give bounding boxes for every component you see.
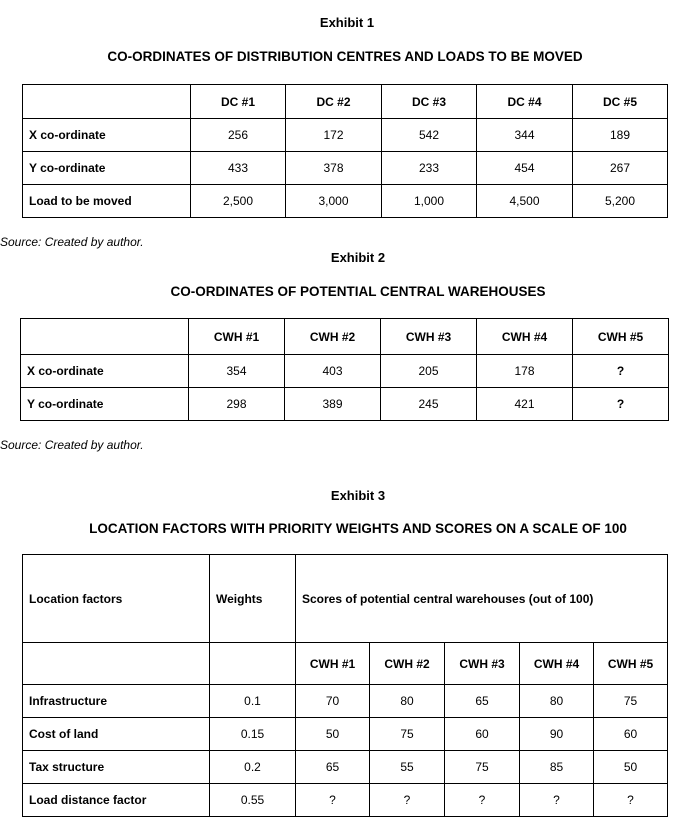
- column-header: CWH #1: [189, 319, 285, 355]
- cwh-coordinates-table: [20, 318, 669, 421]
- column-header: CWH #2: [370, 643, 445, 685]
- table-cell: 50: [594, 751, 668, 784]
- row-label: Load to be moved: [23, 185, 191, 218]
- table-row: [23, 185, 668, 218]
- column-header: CWH #5: [573, 319, 669, 355]
- row-label: X co-ordinate: [21, 355, 189, 388]
- table-cell: 267: [573, 152, 668, 185]
- header-corner-cell: [21, 319, 189, 355]
- table-row: [23, 152, 668, 185]
- weight-cell: 0.55: [210, 784, 296, 817]
- column-header: DC #2: [286, 85, 382, 119]
- table-cell: 256: [191, 119, 286, 152]
- table-cell: 65: [296, 751, 370, 784]
- table-cell: 50: [296, 718, 370, 751]
- empty-cell: [23, 643, 210, 685]
- table-cell: 75: [370, 718, 445, 751]
- table-cell: 542: [382, 119, 477, 152]
- weights-header: Weights: [210, 555, 296, 643]
- table-cell: 454: [477, 152, 573, 185]
- dc-coordinates-table: [22, 84, 668, 218]
- table-cell: 75: [445, 751, 520, 784]
- exhibit2-label: Exhibit 2: [330, 250, 386, 265]
- table-cell: ?: [594, 784, 668, 817]
- table-cell: 90: [520, 718, 594, 751]
- exhibit1-title: CO-ORDINATES OF DISTRIBUTION CENTRES AND LOADS TO BE MOVED: [107, 49, 583, 64]
- table-cell: 354: [189, 355, 285, 388]
- table-cell: 85: [520, 751, 594, 784]
- exhibit1-label: Exhibit 1: [319, 15, 375, 30]
- table-cell: 80: [520, 685, 594, 718]
- weight-cell: 0.15: [210, 718, 296, 751]
- row-label: Y co-ordinate: [21, 388, 189, 421]
- location-factors-table: [22, 554, 668, 817]
- table-cell: 5,200: [573, 185, 668, 218]
- row-label: Cost of land: [23, 718, 210, 751]
- table-cell: 172: [286, 119, 382, 152]
- weight-cell: 0.1: [210, 685, 296, 718]
- table-cell: ?: [296, 784, 370, 817]
- table-cell: 70: [296, 685, 370, 718]
- table-cell: 403: [285, 355, 381, 388]
- table-cell: 60: [445, 718, 520, 751]
- table-cell: 205: [381, 355, 477, 388]
- table-cell: 178: [477, 355, 573, 388]
- column-header: CWH #4: [520, 643, 594, 685]
- empty-cell: [210, 643, 296, 685]
- row-label: Y co-ordinate: [23, 152, 191, 185]
- table-cell: 433: [191, 152, 286, 185]
- column-header: DC #5: [573, 85, 668, 119]
- table-cell: 4,500: [477, 185, 573, 218]
- column-header: CWH #1: [296, 643, 370, 685]
- table-cell: 378: [286, 152, 382, 185]
- table-cell: 3,000: [286, 185, 382, 218]
- table-header-row: [23, 555, 668, 643]
- table-row: [23, 751, 668, 784]
- weight-cell: 0.2: [210, 751, 296, 784]
- table-cell: ?: [573, 388, 669, 421]
- table-cell: 189: [573, 119, 668, 152]
- exhibit2-source: Source: Created by author.: [0, 438, 144, 452]
- table-row: [23, 685, 668, 718]
- column-header: CWH #5: [594, 643, 668, 685]
- table-cell: 55: [370, 751, 445, 784]
- table-cell: 421: [477, 388, 573, 421]
- column-header: DC #1: [191, 85, 286, 119]
- table-subheader-row: [23, 643, 668, 685]
- table-row: [23, 119, 668, 152]
- table-cell: 60: [594, 718, 668, 751]
- table-row: [23, 718, 668, 751]
- table-cell: ?: [370, 784, 445, 817]
- column-header: CWH #3: [381, 319, 477, 355]
- table-header-row: [23, 85, 668, 119]
- table-cell: 344: [477, 119, 573, 152]
- table-cell: 233: [382, 152, 477, 185]
- table-cell: 245: [381, 388, 477, 421]
- scores-header: Scores of potential central warehouses (out of 100): [296, 555, 668, 643]
- row-label: Load distance factor: [23, 784, 210, 817]
- table-cell: 298: [189, 388, 285, 421]
- column-header: DC #3: [382, 85, 477, 119]
- column-header: DC #4: [477, 85, 573, 119]
- exhibit2-title: CO-ORDINATES OF POTENTIAL CENTRAL WAREHOUSES: [170, 284, 546, 299]
- row-label: Tax structure: [23, 751, 210, 784]
- row-label: X co-ordinate: [23, 119, 191, 152]
- location-factors-header: Location factors: [23, 555, 210, 643]
- table-cell: 80: [370, 685, 445, 718]
- header-corner-cell: [23, 85, 191, 119]
- table-cell: ?: [445, 784, 520, 817]
- exhibit1-source: Source: Created by author.: [0, 235, 144, 249]
- table-header-row: [21, 319, 669, 355]
- exhibit3-label: Exhibit 3: [330, 488, 386, 503]
- table-row: [21, 388, 669, 421]
- row-label: Infrastructure: [23, 685, 210, 718]
- table-cell: 65: [445, 685, 520, 718]
- table-row: [23, 784, 668, 817]
- table-cell: ?: [520, 784, 594, 817]
- table-cell: 1,000: [382, 185, 477, 218]
- table-cell: ?: [573, 355, 669, 388]
- column-header: CWH #2: [285, 319, 381, 355]
- table-row: [21, 355, 669, 388]
- column-header: CWH #3: [445, 643, 520, 685]
- column-header: CWH #4: [477, 319, 573, 355]
- table-cell: 2,500: [191, 185, 286, 218]
- exhibit3-title: LOCATION FACTORS WITH PRIORITY WEIGHTS AND SCORES ON A SCALE OF 100: [89, 521, 627, 536]
- table-cell: 389: [285, 388, 381, 421]
- table-cell: 75: [594, 685, 668, 718]
